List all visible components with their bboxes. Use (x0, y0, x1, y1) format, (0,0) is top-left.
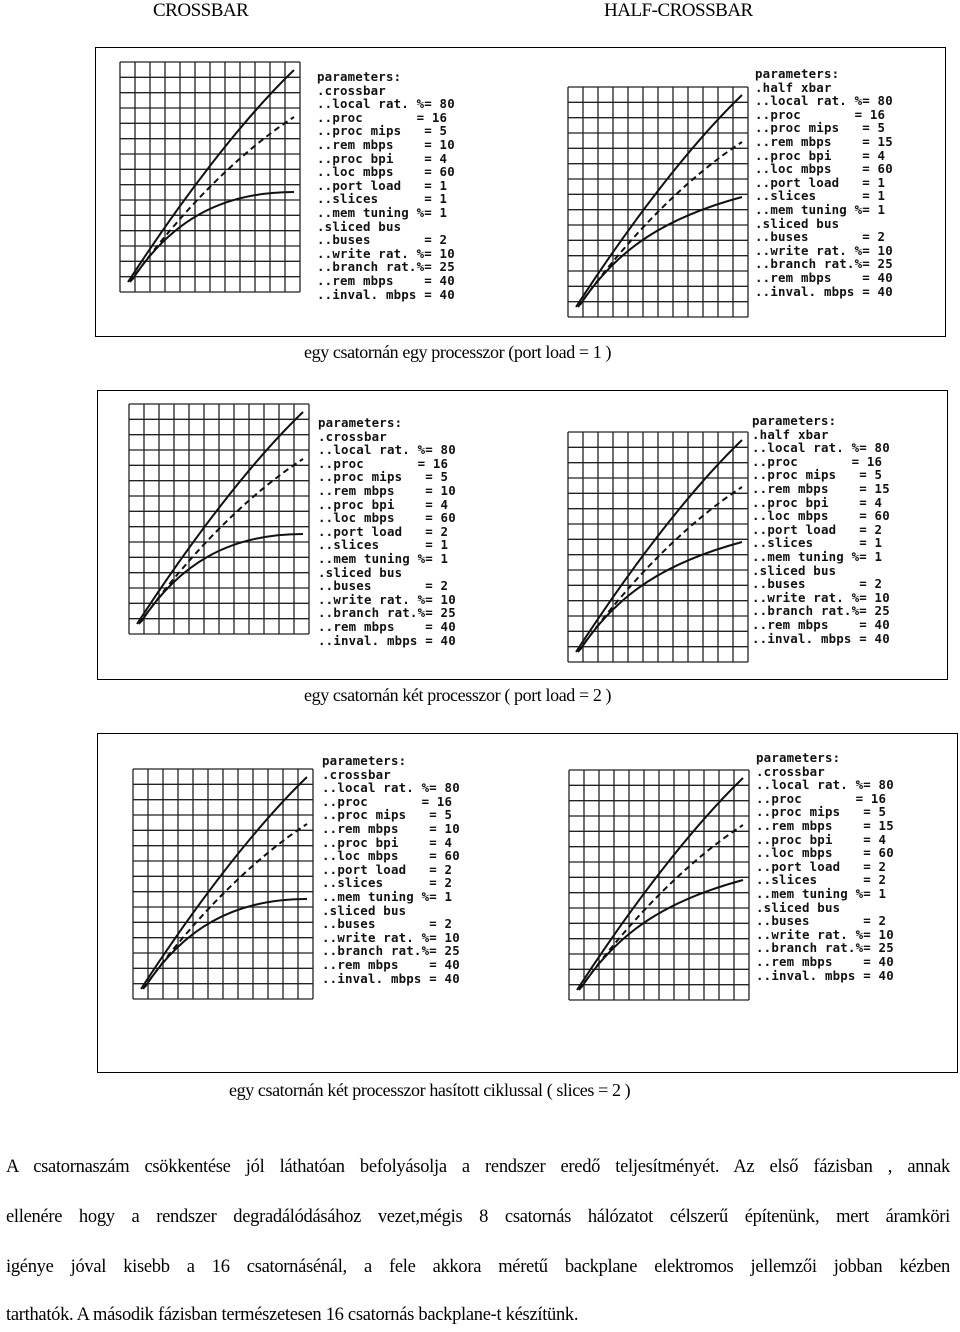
param-line: .sliced bus (752, 562, 837, 578)
param-line: ..write rat. %= 10 (755, 242, 893, 258)
param-line: ..branch rat.%= 25 (318, 605, 456, 621)
param-line: ..proc = 16 (755, 106, 886, 122)
params-variant: .crossbar (318, 428, 387, 444)
param-line: ..proc = 16 (318, 455, 449, 471)
param-line: ..local rat. %= 80 (755, 93, 893, 109)
param-line: ..proc = 16 (752, 453, 883, 469)
crossbar-heading: CROSSBAR (153, 0, 249, 21)
param-line: ..rem mbps = 10 (318, 482, 456, 498)
param-line: ..proc = 16 (317, 109, 448, 125)
param-line: ..write rat. %= 10 (317, 245, 455, 261)
params-title: parameters: (756, 750, 841, 765)
param-line: ..local rat. %= 80 (318, 442, 456, 458)
curve-ideal (577, 778, 743, 990)
plot-3-left (131, 767, 315, 1001)
param-line: ..branch rat.%= 25 (317, 259, 455, 275)
paragraph-line: A csatornaszám csökkentése jól láthatóan befolyásolja a rendszer eredő teljesítményét. Az első fázisban , annak (6, 1157, 950, 1177)
param-line: ..port load = 1 (317, 177, 448, 193)
param-line: ..mem tuning %= 1 (318, 550, 449, 566)
paragraph-line: ellenére hogy a rendszer degradálódásához vezet,mégis 8 csatornás hálózatot célszerű építenünk, mert áramköri (6, 1207, 950, 1227)
param-line: ..proc bpi = 4 (755, 147, 886, 163)
plot-1-left (118, 60, 302, 294)
param-line: ..rem mbps = 40 (318, 618, 456, 634)
param-line: ..slices = 2 (756, 872, 887, 888)
param-line: ..slices = 1 (752, 535, 883, 551)
param-line: ..branch rat.%= 25 (322, 943, 460, 959)
param-line: ..loc mbps = 60 (752, 508, 890, 524)
param-line: ..write rat. %= 10 (322, 929, 460, 945)
params-1-left (317, 70, 455, 301)
param-line: ..mem tuning %= 1 (322, 888, 453, 904)
param-line: ..mem tuning %= 1 (755, 201, 886, 217)
param-line: ..loc mbps = 60 (322, 848, 460, 864)
param-line: ..loc mbps = 60 (317, 164, 455, 180)
param-line: .sliced bus (756, 899, 841, 915)
params-title: parameters: (322, 753, 407, 768)
param-line: ..loc mbps = 60 (318, 510, 456, 526)
param-line: ..rem mbps = 40 (756, 953, 894, 969)
params-2-left (318, 416, 456, 647)
param-line: ..proc bpi = 4 (752, 494, 883, 510)
param-line: ..inval. mbps = 40 (755, 283, 893, 299)
grid-plot (118, 60, 302, 294)
param-line: ..branch rat.%= 25 (752, 603, 890, 619)
param-line: ..loc mbps = 60 (756, 845, 894, 861)
param-line: ..proc mips = 5 (756, 804, 887, 820)
grid-plot (131, 767, 315, 1001)
plot-2-left (127, 402, 311, 636)
param-line: ..proc = 16 (756, 790, 887, 806)
plot-1-right (566, 85, 750, 319)
param-line: ..buses = 2 (317, 232, 448, 248)
param-line: ..buses = 2 (756, 913, 887, 929)
param-line: ..inval. mbps = 40 (317, 286, 455, 302)
param-line: ..rem mbps = 15 (756, 817, 894, 833)
plot-3-right (567, 768, 751, 1002)
param-line: ..local rat. %= 80 (317, 96, 455, 112)
param-line: ..inval. mbps = 40 (756, 967, 894, 983)
param-line: .sliced bus (755, 215, 840, 231)
param-line: ..proc bpi = 4 (318, 496, 449, 512)
param-line: ..proc mips = 5 (322, 807, 453, 823)
param-line: ..proc = 16 (322, 793, 453, 809)
curve-ideal (137, 412, 303, 624)
params-variant: .half xbar (755, 79, 832, 95)
param-line: ..port load = 1 (755, 174, 886, 190)
paragraph-line: tarthatók. A második fázisban természetesen 16 csatornás backplane-t készítünk. (6, 1305, 579, 1325)
params-1-right (755, 67, 893, 298)
caption-2: egy csatornán két processzor ( port load = 2 ) (304, 685, 612, 705)
param-line: ..rem mbps = 10 (322, 820, 460, 836)
params-3-left (322, 754, 460, 985)
param-line: .sliced bus (317, 218, 402, 234)
param-line: ..mem tuning %= 1 (756, 885, 887, 901)
param-line: ..branch rat.%= 25 (755, 256, 893, 272)
params-variant: .half xbar (752, 426, 829, 442)
param-line: ..rem mbps = 15 (755, 133, 893, 149)
params-title: parameters: (318, 415, 403, 430)
param-line: ..local rat. %= 80 (752, 440, 890, 456)
params-title: parameters: (752, 413, 837, 428)
plot-2-right (566, 430, 750, 664)
curve-ideal (128, 70, 294, 282)
caption-3: egy csatornán két processzor hasított ciklussal ( slices = 2 ) (229, 1080, 631, 1100)
paragraph-line: igénye jóval kisebb a 16 csatornásénál, a fele akkora méretű backplane elektromos jellemzői jobban kézben (6, 1257, 950, 1277)
params-title: parameters: (755, 66, 840, 81)
param-line: ..mem tuning %= 1 (317, 204, 448, 220)
param-line: ..buses = 2 (322, 916, 453, 932)
param-line: ..rem mbps = 40 (322, 956, 460, 972)
param-line: ..proc bpi = 4 (317, 150, 448, 166)
curve-ideal (141, 777, 307, 989)
param-line: ..inval. mbps = 40 (318, 632, 456, 648)
param-line: ..mem tuning %= 1 (752, 548, 883, 564)
params-variant: .crossbar (756, 763, 825, 779)
param-line: ..write rat. %= 10 (752, 589, 890, 605)
param-line: ..inval. mbps = 40 (322, 970, 460, 986)
param-line: ..inval. mbps = 40 (752, 630, 890, 646)
param-line: ..port load = 2 (752, 521, 883, 537)
param-line: ..write rat. %= 10 (318, 591, 456, 607)
curve-ideal (576, 440, 742, 652)
param-line: ..slices = 2 (322, 875, 453, 891)
param-line: ..branch rat.%= 25 (756, 940, 894, 956)
caption-1: egy csatornán egy processzor (port load = 1 ) (304, 342, 612, 362)
param-line: ..port load = 2 (322, 861, 453, 877)
param-line: ..slices = 1 (755, 188, 886, 204)
params-title: parameters: (317, 69, 402, 84)
param-line: ..buses = 2 (318, 578, 449, 594)
params-variant: .crossbar (322, 766, 391, 782)
params-variant: .crossbar (317, 82, 386, 98)
param-line: ..proc mips = 5 (755, 120, 886, 136)
param-line: .sliced bus (318, 564, 403, 580)
param-line: ..buses = 2 (755, 229, 886, 245)
param-line: ..rem mbps = 40 (317, 272, 455, 288)
grid-plot (566, 85, 750, 319)
param-line: ..buses = 2 (752, 576, 883, 592)
grid-plot (566, 430, 750, 664)
grid-plot (127, 402, 311, 636)
param-line: ..slices = 1 (317, 191, 448, 207)
param-line: ..proc mips = 5 (317, 123, 448, 139)
param-line: ..loc mbps = 60 (755, 161, 893, 177)
param-line: ..proc mips = 5 (318, 469, 449, 485)
param-line: ..rem mbps = 40 (755, 269, 893, 285)
param-line: ..rem mbps = 40 (752, 616, 890, 632)
curve-ideal (576, 95, 742, 307)
param-line: ..rem mbps = 15 (752, 480, 890, 496)
param-line: ..port load = 2 (756, 858, 887, 874)
param-line: ..write rat. %= 10 (756, 926, 894, 942)
params-2-right (752, 414, 890, 645)
param-line: ..proc mips = 5 (752, 467, 883, 483)
param-line: ..port load = 2 (318, 523, 449, 539)
param-line: ..rem mbps = 10 (317, 136, 455, 152)
param-line: ..slices = 1 (318, 537, 449, 553)
params-3-right (756, 751, 894, 982)
half-crossbar-heading: HALF-CROSSBAR (604, 0, 753, 21)
param-line: ..proc bpi = 4 (322, 834, 453, 850)
param-line: ..local rat. %= 80 (756, 777, 894, 793)
param-line: ..proc bpi = 4 (756, 831, 887, 847)
grid-plot (567, 768, 751, 1002)
param-line: ..local rat. %= 80 (322, 780, 460, 796)
param-line: .sliced bus (322, 902, 407, 918)
